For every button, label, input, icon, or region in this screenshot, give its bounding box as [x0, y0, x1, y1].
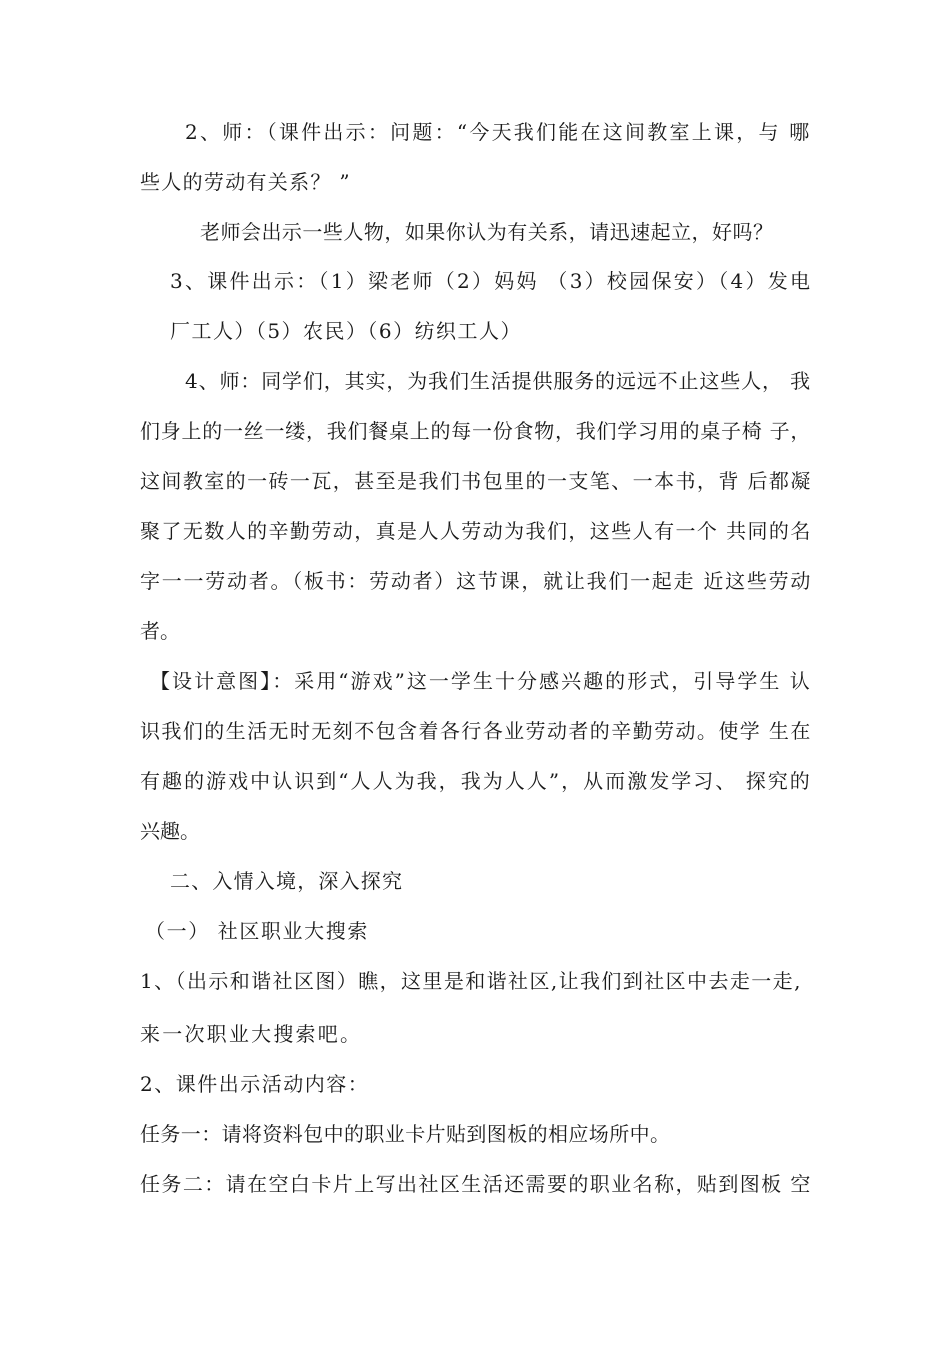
- section-heading: 二、入情入境，深入探究: [170, 869, 404, 893]
- text-line: 3、课件出示：（1）梁老师（2）妈妈 （3）校园保安）（4）发电: [170, 269, 813, 293]
- task-line: 任务一：请将资料包中的职业卡片贴到图板的相应场所中。: [140, 1122, 671, 1146]
- text-line: 1、（出示和谐社区图）瞧，这里是和谐社区,让我们到社区中去走一走,: [140, 969, 802, 993]
- design-intent-line: 【设计意图】：采用“游戏”这一学生十分感兴趣的形式，引导学生 认: [150, 669, 812, 693]
- text-line: 识我们的生活无时无刻不包含着各行各业劳动者的辛勤劳动。使学 生在: [140, 719, 812, 743]
- text-line: 兴趣。: [140, 819, 200, 843]
- text-line: 老师会出示一些人物，如果你认为有关系，请迅速起立，好吗？: [200, 220, 774, 244]
- text-line: 有趣的游戏中认识到“人人为我，我为人人”，从而激发学习、 探究的: [140, 769, 812, 793]
- text-line: 些人的劳动有关系？ ”: [140, 170, 351, 194]
- text-line: 字一一劳动者。（板书：劳动者）这节课，就让我们一起走 近这些劳动: [140, 569, 813, 593]
- text-line: 们身上的一丝一缕，我们餐桌上的每一份食物，我们学习用的桌子椅 子，: [140, 419, 812, 443]
- text-line: 聚了无数人的辛勤劳动，真是人人劳动为我们，这些人有一个 共同的名: [140, 519, 812, 543]
- text-line: 这间教室的一砖一瓦，甚至是我们书包里的一支笔、一本书，背 后都凝: [140, 469, 812, 493]
- text-line: 厂工人）（5）农民）（6）纺织工人）: [170, 319, 522, 343]
- text-line: 2、课件出示活动内容：: [140, 1072, 370, 1096]
- text-line: 4、师：同学们，其实，为我们生活提供服务的远远不止这些人， 我: [185, 369, 811, 393]
- text-line: 者。: [140, 619, 180, 643]
- text-line: 2、师：（课件出示：问题：“今天我们能在这间教室上课，与 哪: [185, 120, 812, 144]
- subsection-heading: （一） 社区职业大搜索: [145, 919, 369, 943]
- text-line: 来一次职业大搜索吧。: [140, 1022, 363, 1046]
- task-line: 任务二：请在空白卡片上写出社区生活还需要的职业名称，贴到图板 空: [140, 1172, 812, 1196]
